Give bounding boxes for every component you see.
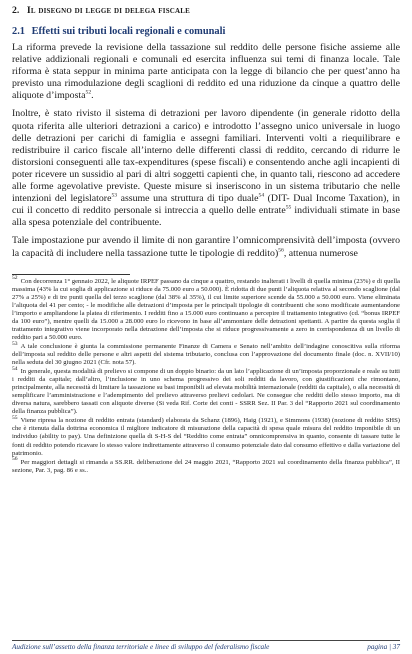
paragraph-text: . (91, 90, 94, 102)
section-number: 2. (12, 5, 20, 16)
subsection-title: Effetti sui tributi locali regionali e comunali (31, 26, 226, 37)
footnote (12, 456, 400, 475)
paragraph-text: , attenua numerose (283, 247, 358, 259)
footnote (12, 365, 400, 416)
body-paragraph (12, 235, 400, 259)
body-paragraph (12, 108, 400, 229)
footnote-text: In generale, questa modalità di prelievo si compone di un doppio binario: da un lato l’applicazione di un’imposta proporzionale e reale su tutti i redditi da capitale; dall’altro, l’inclusione in uno schema progressivo dei soli redditi da lavoro, con giustificazioni che rimontano, principalmente, alla necessità di limitare la tassazione su basi imponibili ad elevata mobilità internazionale (redditi da capitale), o alla necessità di semplificare l’amministrazione e l’adempimento del prelievo attraverso prelievi cedolari. Ne consegue che redditi dello stesso importo, ma di diversa natura, sarebbero tassati con aliquote diverse (Si veda Rif. Corte dei conti - SSRR Sez. II Par. 3 del “Rapporto 2021 sul coordinamento della finanza pubblica”). (12, 368, 400, 416)
paragraph-text: individuali stimate in base alla spesa potenziale del contribuente. (12, 205, 400, 229)
footnote-ref[interactable]: 52 (85, 90, 92, 97)
section-heading (12, 5, 400, 17)
footnote-number: 54 (12, 365, 18, 372)
footnote-ref[interactable]: 55 (285, 204, 292, 211)
page-footer (12, 640, 400, 651)
footnote-number: 56 (12, 456, 18, 463)
footnote-text: Viene ripresa la nozione di reddito entrata (standard) elaborata da Schanz (1896), Haig (1921), e Simmons (1938) (nozione di reddito SHS) che è ritenuta dalla dottrina economica il migliore indicatore di misurazione della capacità di spesa quale misura del reddito imponibile di un individuo (ability to pay). Una definizione quella di S-H-S del “Reddito come entrata” omnicomprensiva in quanto, consente di tassare tutte le fonti di reddito potendo ricavare lo stesso valore indirettamente attraverso il consumo potenziale dato dal consumo effettivo e dalla variazione del patrimonio. (12, 417, 400, 457)
section-title: Il disegno di legge di delega fiscale (26, 5, 191, 16)
subsection-number: 2.1 (12, 26, 25, 37)
footer-document-title: Audizione sull’assetto della finanza territoriale e linee di sviluppo del federalismo fiscale (12, 643, 270, 651)
page-number: pagina | 37 (367, 643, 400, 651)
footnote-ref[interactable]: 56 (278, 247, 284, 254)
paragraph-text: (DIT- Dual Income Taxation), in cui il concetto di reddito personale si intreccia a quello delle entrate (12, 193, 400, 217)
footnote-number: 53 (12, 340, 18, 347)
footnote-text: Per maggiori dettagli si rimanda a SS.RR. deliberazione del 24 maggio 2021, “Rapporto 2021 sul coordinamento della finanza pubblica”, II sezione, Par. 3, pag. 86 e ss.. (12, 458, 400, 474)
footnote (12, 275, 400, 342)
paragraph-text: La riforma prevede la revisione della tassazione sul reddito delle persone fisiche assieme alle relative addizionali regionali e comunali ed esercita influenza sui temi di finanza locale. Tale riforma è stata seppur in minima parte anticipata con la legge di bilancio che per quest’anno ha previsto una rimodulazione degli scaglioni di reddito ed una riduzione da cinque a quattro delle aliquote d’imposta (12, 42, 400, 102)
footnote-separator (12, 274, 130, 275)
paragraph-text: Tale impostazione pur avendo il limite di non garantire l’omnicomprensività dell’imposta (ovvero la capacità di includere nella tassazione tutte le tipologie di reddito) (12, 235, 400, 259)
footnote-text: A tale conclusione è giunta la commissione permanente Finanze di Camera e Senato nell’ambito dell’indagine conoscitiva sulla riforma dell’imposta sul reddito delle persone e altri aspetti del sistema tributario, conclusa con l’approvazione del documento finale (doc. n. XVII/10) nella seduta del 30 giugno 2021 (Cfr. nota 57). (12, 342, 400, 367)
footnote-ref[interactable]: 53 (111, 192, 118, 199)
footnote-ref[interactable]: 54 (258, 192, 265, 199)
footnote (12, 340, 400, 367)
footnote-number: 55 (12, 415, 18, 422)
footnote (12, 417, 400, 457)
paragraph-text: assume una struttura di tipo duale (117, 193, 259, 205)
footnote-text: Con decorrenza 1° gennaio 2022, le aliquote IRPEF passano da cinque a quattro, restando inalterati i livelli di quella minima (23%) e di quella massima (43% la cui soglia di applicazione si riduce da 75.000 euro a 50.000). È ridotta di due punti l’aliquota relativa al secondo scaglione (dal 27% a 25%) e di tre punti quella del terzo scaglione (dal 38% al 35%), il cui limite superiore scende da 55.000 a 50.000 euro. Viene eliminata l’aliquota del 41 per cento; - le modifiche alle detrazioni d’imposta per le principali tipologie di contribuenti che sono modificate aumentandone l’importo e ampliandone la platea di riferimento. I redditi fino a 15.000 euro continuano a percepire il trattamento integrativo (cd. “bonus IRPEF da 100 euro”), mentre quelli da 15.000 a 28.000 euro lo ricevono in base all’ammontare delle detrazioni spettanti. A partire da questa soglia il trattamento integrativo viene incorporato nella detrazione dell’imposta che si riduce progressivamente a zero in corrispondenza di un livello di reddito pari a 50.000 euro. (12, 277, 400, 341)
subsection-heading (12, 25, 400, 38)
footnote-number: 52 (12, 275, 18, 282)
paragraph-text: Inoltre, è stato rivisto il sistema di detrazioni per lavoro dipendente (in generale ridotto della quota riferita alle ulteriori detrazioni a carico) e introdotto l’assegno unico universale in luogo delle detrazioni per carichi di famiglia e assegni familiari. Interventi volti a riequilibrare e redistribuire il carico fiscale all’interno delle differenti classi di reddito, cercando di ridurre le distorsioni conseguenti alle tax-expenditures (spese fiscali) e consentendo anche agli incapienti di poter ricevere un sussidio al pari di altri soggetti capienti che, in quanto tali, riescono ad accedere alle forme agevolative previste. Queste misure si inseriscono in un sistema tributario che nelle intenzioni del legislatore (12, 108, 400, 205)
body-paragraph (12, 42, 400, 102)
footnotes (12, 275, 400, 475)
